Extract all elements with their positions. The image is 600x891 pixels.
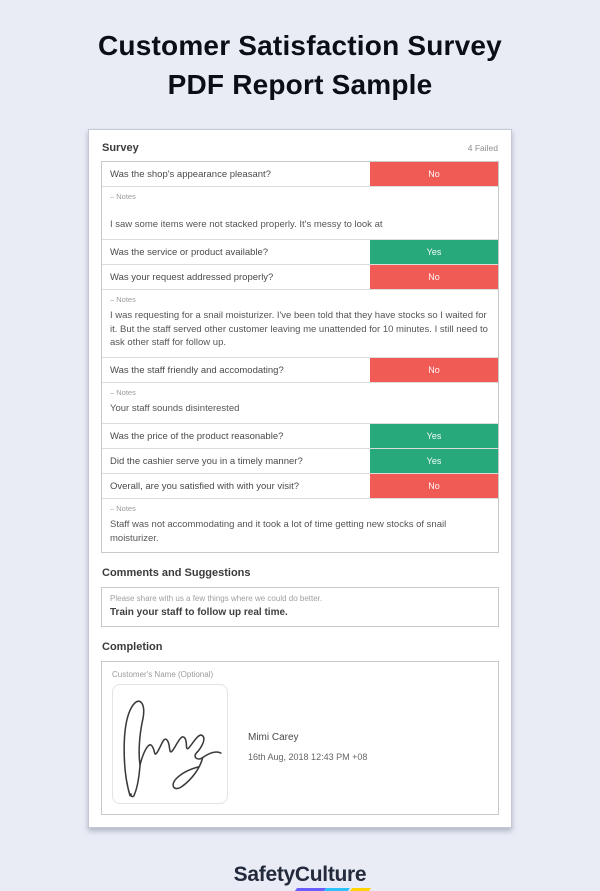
comments-section-heading: Comments and Suggestions — [102, 567, 251, 580]
survey-header — [101, 136, 499, 161]
notes-label: – Notes — [110, 294, 136, 304]
survey-question-row — [102, 424, 498, 449]
failed-count-badge: 4 Failed — [467, 143, 498, 153]
brand-first-word: Safety — [233, 863, 295, 887]
question-text: Was the staff friendly and accomodating? — [110, 365, 284, 377]
survey-question-row — [102, 358, 498, 383]
notes-text: Staff was not accommodating and it took a lot of time getting new stocks of snail moisturizer. — [110, 518, 447, 544]
notes-label: – Notes — [110, 503, 136, 513]
survey-notes-row — [102, 290, 498, 358]
signer-info — [248, 684, 367, 804]
notes-text: I was requesting for a snail moisturizer. I've been told that they have stocks so I waited for it. But the staff served other customer leaving me unattended for 10 minutes. I still need to ask other staff for follow up. — [110, 309, 488, 349]
signature-area — [112, 684, 488, 804]
footer — [0, 863, 600, 887]
survey-notes-row — [102, 187, 498, 240]
answer-badge: Yes — [370, 240, 498, 264]
signed-timestamp: 16th Aug, 2018 12:43 PM +08 — [248, 752, 368, 763]
survey-section-heading: Survey — [102, 142, 139, 154]
completion-box — [101, 661, 499, 815]
survey-notes-row — [102, 499, 498, 553]
survey-question-row — [102, 162, 498, 187]
brand-second-word: Culture — [295, 863, 366, 887]
answer-badge: No — [370, 265, 498, 289]
notes-text: Your staff sounds disinterested — [110, 403, 240, 415]
survey-notes-row — [102, 383, 498, 424]
completion-section-heading: Completion — [102, 641, 163, 654]
safetyculture-logo — [234, 863, 367, 887]
report-document — [88, 129, 512, 828]
question-text: Did the cashier serve you in a timely manner? — [110, 455, 303, 467]
question-text: Overall, are you satisfied with with your visit? — [110, 480, 300, 492]
page-title — [0, 0, 600, 104]
survey-question-row — [102, 265, 498, 290]
survey-question-row — [102, 449, 498, 474]
survey-table — [101, 161, 499, 553]
question-text: Was your request addressed properly? — [110, 271, 274, 283]
answer-badge: No — [370, 162, 498, 186]
comments-prompt: Please share with us a few things where we could do better. — [110, 594, 323, 604]
signer-name: Mimi Carey — [248, 732, 299, 744]
answer-badge: No — [370, 358, 498, 382]
page-title-line2: PDF Report Sample — [167, 69, 433, 100]
question-text: Was the service or product available? — [110, 246, 269, 258]
survey-question-row — [102, 474, 498, 499]
question-text: Was the shop's appearance pleasant? — [110, 169, 271, 180]
page-title-line1: Customer Satisfaction Survey — [98, 30, 502, 61]
signature-scrawl-icon — [113, 685, 227, 803]
answer-badge: No — [370, 474, 498, 498]
survey-question-row — [102, 240, 498, 265]
notes-label: – Notes — [110, 192, 136, 201]
answer-badge: Yes — [370, 449, 498, 473]
comments-box — [101, 587, 499, 627]
answer-badge: Yes — [370, 424, 498, 448]
notes-label: – Notes — [110, 388, 136, 398]
question-text: Was the price of the product reasonable? — [110, 430, 284, 442]
customer-name-field-label: Customer's Name (Optional) — [112, 670, 214, 680]
notes-text: I saw some items were not stacked properly. It's messy to look at — [110, 219, 383, 230]
comments-response: Train your staff to follow up real time. — [110, 607, 288, 619]
signature-pad — [112, 684, 228, 804]
